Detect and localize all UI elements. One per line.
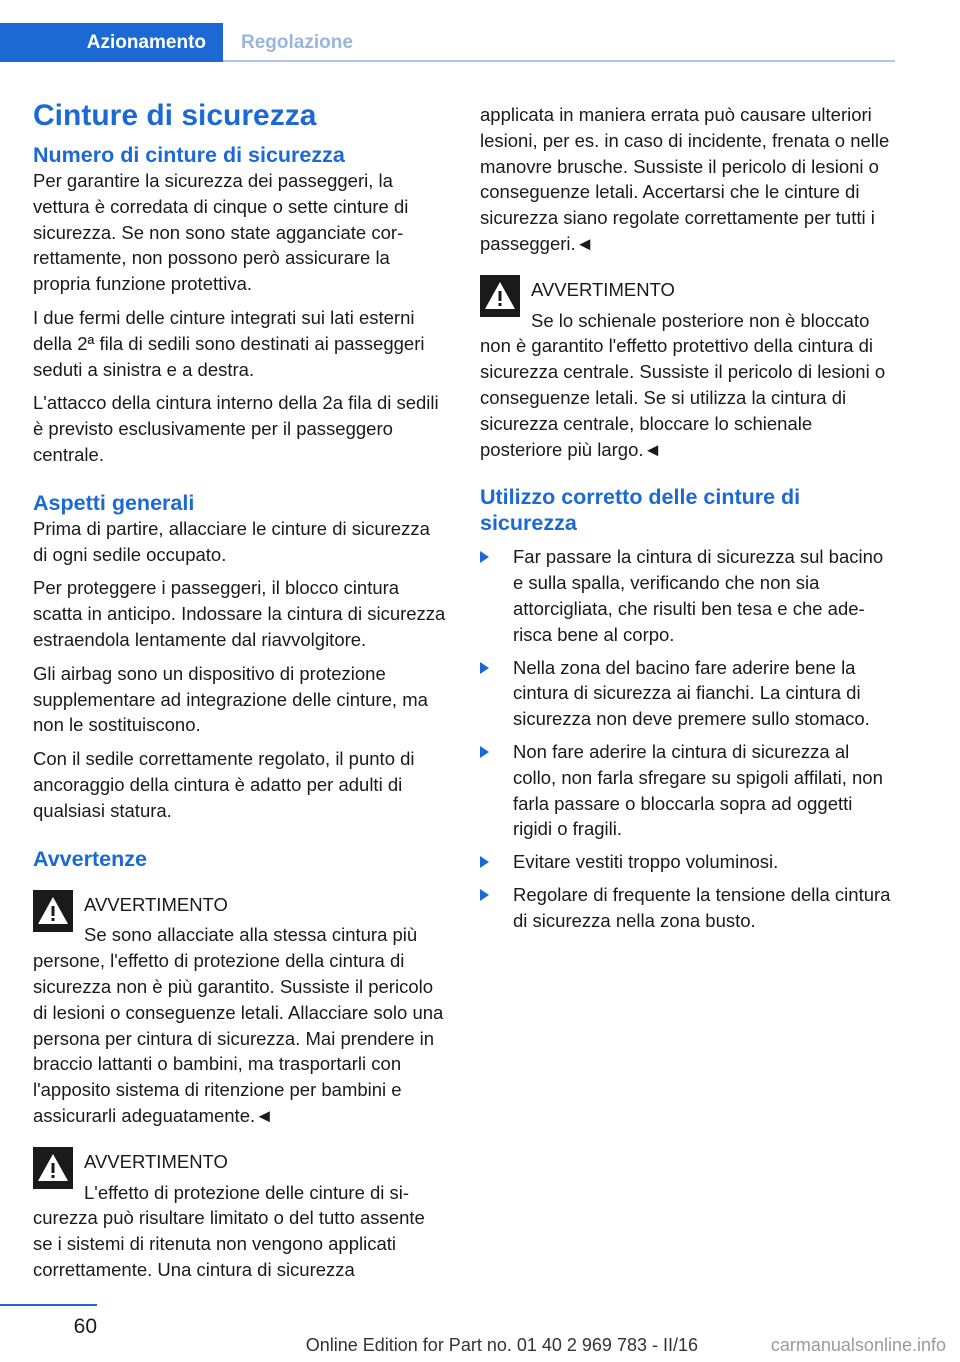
warning-title: AVVERTIMENTO xyxy=(84,1150,228,1172)
paragraph: I due fermi delle cinture integrati sui lati esterni della 2ª fila di sedili sono destinati ai passeggeri seduti a sinistra e a destra. xyxy=(33,306,425,380)
heading-utilizzo-corretto: Utilizzo corretto delle cinture di sicurezza xyxy=(480,485,801,536)
list-item-text: Nella zona del bacino fare aderire bene la cintura di sicurezza ai fianchi. La cintura di sicurezza non deve premere sullo stomaco. xyxy=(513,656,870,730)
warning-triangle-icon xyxy=(480,275,520,317)
list-item xyxy=(480,882,894,934)
paragraph: L'attacco della cintura interno della 2a fila di sedili è previsto esclusivamente per il passeggero centrale. xyxy=(33,392,439,465)
paragraph: Per proteggere i passeggeri, il blocco cintura scatta in anticipo. Indossare la cintura di sicurezza estraendola lentamente dal riavvolgitore. xyxy=(33,577,446,650)
left-column xyxy=(33,96,447,1297)
list-item xyxy=(480,739,894,842)
warning-block xyxy=(480,273,894,463)
list-item xyxy=(480,849,894,875)
warning-text: L'effetto di protezione delle cinture di sicurezza può risultare limitato o del tutto assente se i sistemi di ritenuta non vengono applicati correttamente. Una cintura di sicurezza xyxy=(33,1181,425,1280)
page-number: 60 xyxy=(73,1315,97,1338)
tab-azionamento[interactable]: Azionamento xyxy=(0,23,223,62)
warning-title: AVVERTIMENTO xyxy=(531,278,675,300)
warning-block xyxy=(33,1145,447,1283)
triangle-bullet-icon xyxy=(480,746,489,758)
edition-note: Online Edition for Part no. 01 40 2 969 783 - II/16 xyxy=(305,1335,698,1355)
watermark: carmanualsonline.info xyxy=(770,1335,946,1355)
tab-regolazione[interactable]: Regolazione xyxy=(241,31,353,53)
warning-triangle-icon xyxy=(33,1147,73,1189)
bullet-list xyxy=(480,544,894,933)
triangle-bullet-icon xyxy=(480,662,489,674)
list-item xyxy=(480,655,894,732)
paragraph: Per garantire la sicurezza dei passeggeri, la vettura è corredata di cinque o sette cinture di sicurezza. Se non sono state agganciate correttamente, non possono però assicurare la propria funzione protettiva. xyxy=(33,170,409,295)
tab-underline xyxy=(223,60,895,62)
list-item-text: Non fare aderire la cintura di sicurezza al collo, non farla sfregare su spigoli affilati, non farla passare o bloccarla sopra ad oggetti rigidi o fragili. xyxy=(513,740,883,840)
list-item xyxy=(480,544,894,647)
right-column xyxy=(480,102,894,941)
paragraph: applicata in maniera errata può causare ulteriori lesioni, per es. in caso di incidente, frenata o nelle manovre brusche. Sussiste il pericolo di lesioni o conseguenze letali. Accertarsi che le cinture di sicurezza siano regolate correttamente per tutti i passeggeri.◄ xyxy=(480,104,890,254)
list-item-text: Regolare di frequente la tensione della cintura di sicurezza nella zona busto. xyxy=(513,883,891,931)
triangle-bullet-icon xyxy=(480,889,489,901)
page-title: Cinture di sicurezza xyxy=(33,99,317,132)
warning-block xyxy=(33,888,447,1129)
section-tabbar xyxy=(0,0,960,62)
heading-aspetti-generali: Aspetti generali xyxy=(33,490,195,515)
triangle-bullet-icon xyxy=(480,856,489,868)
triangle-bullet-icon xyxy=(480,551,489,563)
list-item-text: Evitare vestiti troppo voluminosi. xyxy=(513,851,779,873)
paragraph: Gli airbag sono un dispositivo di protezione supplementare ad integrazione delle cinture, ma non le sostituiscono. xyxy=(33,662,428,736)
footer-rule xyxy=(0,1304,97,1306)
paragraph: Con il sedile correttamente regolato, il punto di ancoraggio della cintura è adatto per adulti di qualsiasi statura. xyxy=(33,748,415,821)
heading-numero-cinture: Numero di cinture di sicurezza xyxy=(33,143,345,167)
heading-avvertenze: Avvertenze xyxy=(33,846,147,871)
warning-text: Se lo schienale posteriore non è bloccato non è garantito l'effetto protettivo della cintura di sicurezza centrale. Sussiste il pericolo di lesioni o conseguenze letali. Se si utilizza la cintura di sicurezza centrale, bloccare lo schienale posteriore più largo.◄ xyxy=(480,309,886,460)
warning-triangle-icon xyxy=(33,890,73,932)
warning-title: AVVERTIMENTO xyxy=(84,893,228,915)
paragraph: Prima di partire, allacciare le cinture di sicurezza di ogni sedile occupato. xyxy=(33,517,430,565)
list-item-text: Far passare la cintura di sicurezza sul bacino e sulla spalla, verificando che non sia attorcigliata, che risulti ben tesa e che aderisca bene al corpo. xyxy=(513,546,884,645)
warning-text: Se sono allacciate alla stessa cintura più persone, l'effetto di protezione della cintura di sicurezza non è più garantito. Sussiste il pericolo di lesioni o conseguenze letali. Allacciare solo una persona per cintura di sicurezza. Mai prendere in braccio lattanti o bambini, ma trasportarli con l'apposito sistema di ritenzione per bambini e assicurarli adeguatamente.◄ xyxy=(33,924,444,1126)
